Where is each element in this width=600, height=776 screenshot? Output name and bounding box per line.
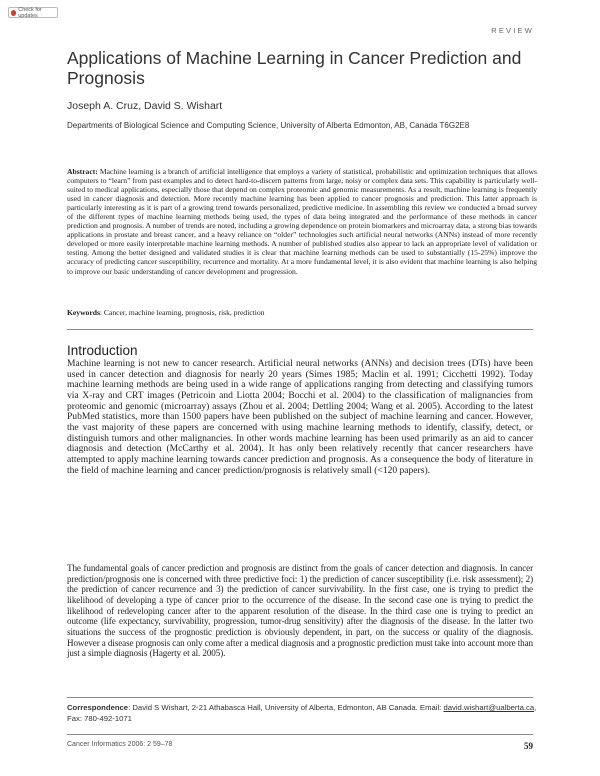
- footer-divider: [67, 734, 533, 735]
- section-divider: [67, 329, 533, 330]
- introduction-heading: Introduction: [67, 343, 138, 358]
- authors: Joseph A. Cruz, David S. Wishart: [67, 100, 223, 112]
- email-link[interactable]: david.wishart@ualberta.ca: [443, 703, 535, 712]
- abstract: [67, 167, 537, 276]
- intro-paragraph-1: Machine learning is not new to cancer research. Artificial neural networks (ANNs) and decision trees (DTs) have been used in cancer detection and diagnosis for nearly 20 years (Simes 1985; Maclin et al. 1991; Cicchetti 1992). Today machine learning methods are being used in a wide range of applications ranging from detecting and classifying tumors via X-ray and CRT images (Petricoin and Liotta 2004; Bocchi et al. 2004) to the classification of malignancies from proteomic and genomic (microarray) assays (Zhou et al. 2004; Dettling 2004; Wang et al. 2005). According to the latest PubMed statistics, more than 1500 papers have been published on the subject of machine learning and cancer. However, the vast majority of these papers are concerned with using machine learning methods to identify, classify, detect, or distinguish tumors and other malignancies. In other words machine learning has been used primarily as an aid to cancer diagnosis and detection (McCarthy et al. 2004). It has only been relatively recently that cancer researchers have attempted to apply machine learning towards cancer prediction and prognosis. As a consequence the body of literature in the field of machine learning and cancer prediction/prognosis is relatively small (<120 papers).: [67, 358, 533, 476]
- keywords-label: Keywords: [67, 308, 100, 317]
- abstract-text: Machine learning is a branch of artificial intelligence that employs a variety of statistical, probabilistic and optimization techniques that allows computers to “learn” from past examples and to detect hard-to-discern patterns from large, noisy or complex data sets. This capability is particularly well-suited to medical applications, especially those that depend on complex proteomic and genomic measurements. As a result, machine learning is frequently used in cancer diagnosis and detection. More recently machine learning has been applied to cancer prognosis and prediction. This latter approach is particularly interesting as it is part of a growing trend towards personalized, predictive medicine. In assembling this review we conducted a broad survey of the different types of machine learning methods being used, the types of data being integrated and the performance of these methods in cancer prediction and prognosis. A number of trends are noted, including a growing dependence on protein biomarkers and microarray data, a strong bias towards applications in prostate and breast cancer, and a heavy reliance on “older” technologies such artificial neural networks (ANNs) instead of more recently developed or more easily interpretable machine learning methods. A number of published studies also appear to lack an appropriate level of validation or testing. Among the better designed and validated studies it is clear that machine learning methods can be used to substantially (15-25%) improve the accuracy of predicting cancer susceptibility, recurrence and mortality. At a more fundamental level, it is also evident that machine learning is also helping to improve our basic understanding of cancer development and progression.: [67, 167, 537, 276]
- journal-citation: Cancer Informatics 2006: 2 59–78: [67, 741, 173, 748]
- check-for-updates-badge[interactable]: [8, 7, 58, 18]
- section-label: REVIEW: [491, 26, 534, 35]
- correspondence-label: Correspondence: [67, 703, 129, 712]
- footnote-divider: [67, 697, 533, 698]
- badge-label: Check for updates: [18, 6, 42, 19]
- update-icon: [11, 10, 16, 16]
- abstract-label: Abstract:: [67, 167, 98, 176]
- paper-title: Applications of Machine Learning in Cancer Prediction and Prognosis: [67, 48, 522, 88]
- affiliation: Departments of Biological Science and Computing Science, University of Alberta Edmonton, AB, Canada T6G2E8: [67, 121, 470, 130]
- correspondence-text: : David S Wishart, 2-21 Athabasca Hall, University of Alberta, Edmonton, AB Canada. Email:: [128, 703, 442, 712]
- correspondence: [67, 703, 537, 724]
- fax-text: , Fax: 780-492-1071: [67, 703, 537, 723]
- intro-paragraph-2: The fundamental goals of cancer prediction and prognosis are distinct from the goals of cancer detection and diagnosis. In cancer prediction/prognosis one is concerned with three predictive foci: 1) the prediction of cancer susceptibility (i.e. risk assessment); 2) the prediction of cancer recurrence and 3) the prediction of cancer survivability. In the first case, one is trying to predict the likelihood of developing a type of cancer prior to the occurrence of the disease. In the second case one is trying to predict the likelihood of redeveloping cancer after to the apparent resolution of the disease. In the third case one is trying to predict an outcome (life expectancy, survivability, progression, tumor-drug sensitivity) after the diagnosis of the disease. In the latter two situations the success of the prognostic prediction is obviously dependent, in part, on the success or quality of the diagnosis. However a disease prognosis can only come after a medical diagnosis and a prognostic prediction must take into account more than just a simple diagnosis (Hagerty et al. 2005).: [67, 563, 533, 659]
- page-number: 59: [524, 741, 533, 751]
- page-footer: [67, 741, 533, 751]
- keywords-text: : Cancer, machine learning, prognosis, risk, prediction: [99, 308, 265, 317]
- keywords: [67, 308, 537, 317]
